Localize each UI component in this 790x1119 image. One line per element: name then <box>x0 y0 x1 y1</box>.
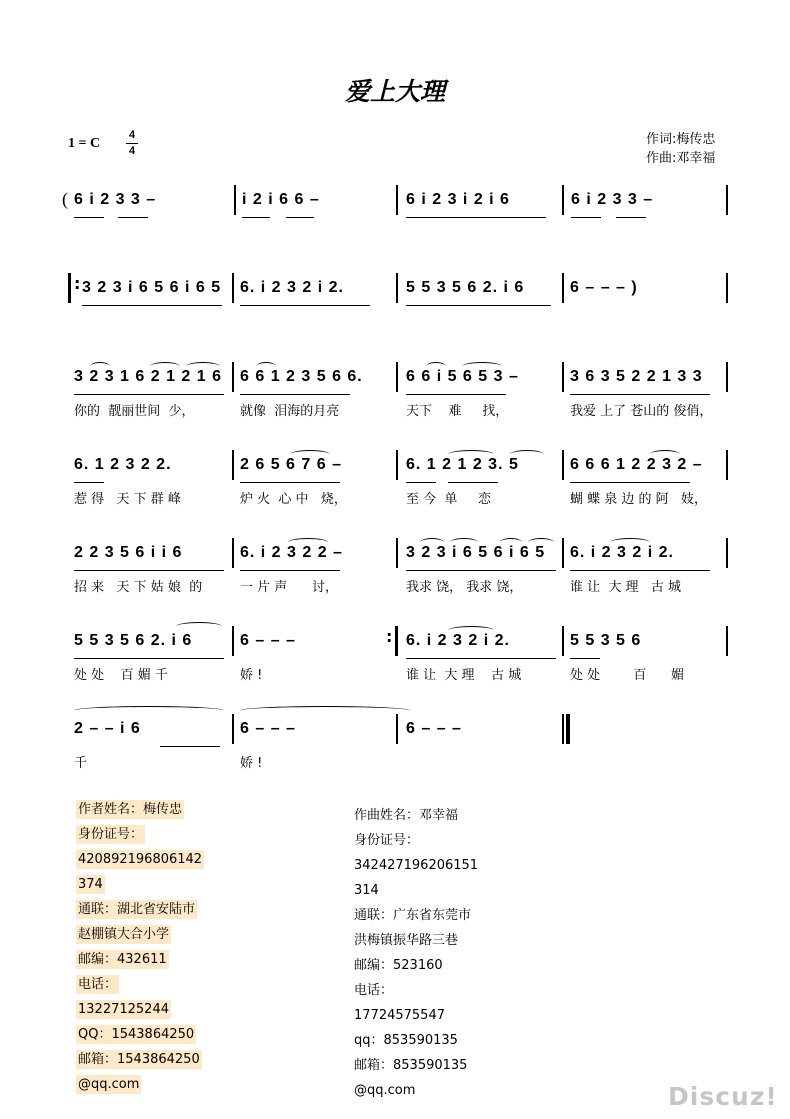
song-title: 爱上大理 <box>344 77 445 106</box>
measure: 6 i 2 3 3 – <box>571 191 654 208</box>
author-line: 374 <box>78 877 103 892</box>
author-line: 13227125244 <box>78 1002 169 1017</box>
time-signature-top: 4 <box>128 129 136 141</box>
score-row-3 <box>0 362 790 422</box>
score-row-6: 5 5 3 5 6 2. i 6 6 – – – : 6. i 2 3 2 i 2. 5 5 3 5 6 处 处 百 媚 千 娇 ! 谁 让 大 理 古 城 处 处 百 媚 <box>0 626 790 686</box>
lyric-line: 处 处 百 媚 <box>570 668 684 683</box>
author-line: @qq.com <box>78 1077 140 1092</box>
lyric-line: 炉 火 心 中 烧， <box>240 492 347 507</box>
author-line: QQ：1543864250 <box>78 1027 195 1042</box>
composer-line: 342427196206151 <box>354 858 479 873</box>
author-line: 身份证号： <box>78 827 144 842</box>
measure: 6. 1 2 1 2 3. 5 <box>406 456 519 473</box>
measure: 6 – – – <box>406 720 462 737</box>
composer-line: 作曲姓名：邓幸福 <box>354 808 459 823</box>
measure: 6 – – – ) <box>570 279 638 296</box>
composer-credit: 作曲:邓幸福 <box>646 151 716 166</box>
measure: 3 6 3 5 2 2 1 3 3 <box>570 368 703 385</box>
measure: 2 2 3 5 6 i i 6 <box>74 544 183 561</box>
author-line: 邮箱：1543864250 <box>78 1052 200 1067</box>
composer-info <box>354 803 478 1103</box>
lyric-line: 你的 靓丽世间 少， <box>74 404 195 419</box>
measure: 6 – – – <box>240 632 296 649</box>
score-row-4 <box>0 450 790 510</box>
lyricist-credit: 作词:梅传忠 <box>646 132 716 147</box>
author-line: 电话： <box>78 977 118 992</box>
lyric-line: 一 片 声 讨， <box>240 580 339 595</box>
author-line: 赵棚镇大合小学 <box>78 927 170 942</box>
score-row-1: ( 6 i 2 3 3 – i 2 i 6 6 – 6 i 2 3 i 2 i 6 6 i 2 3 3 – <box>0 185 790 245</box>
composer-line: 通联：广东省东莞市 <box>354 908 472 923</box>
measure: 5 5 3 5 6 2. i 6 <box>406 279 525 296</box>
measure: 6 6 1 2 3 5 6 6. <box>240 368 363 385</box>
measure: 6. i 2 3 2 i 2. <box>570 544 674 561</box>
time-signature-bottom: 4 <box>128 145 136 157</box>
score-row-5 <box>0 538 790 598</box>
measure: 2 – – i 6 <box>74 720 141 737</box>
lyric-line: 就像 泪海的月亮 <box>240 404 340 419</box>
lyric-line: 谁 让 大 理 古 城 <box>406 668 522 683</box>
lyric-line: 我求 饶， 我求 饶， <box>406 580 523 595</box>
lyric-line: 千 <box>74 756 88 771</box>
measure: 3 2 3 i 6 5 6 i 6 5 <box>406 544 546 561</box>
author-line: 作者姓名：梅传忠 <box>78 802 183 817</box>
composer-line: 电话： <box>354 983 394 998</box>
measure: 6 i 2 3 3 – <box>74 191 157 208</box>
composer-line: 314 <box>354 883 379 898</box>
lyric-line: 招 来 天 下 姑 娘 的 <box>74 580 203 595</box>
score-row-2: : 3 2 3 i 6 5 6 i 6 5 6. i 2 3 2 i 2. 5 5 3 5 6 2. i 6 6 – – – ) <box>0 273 790 333</box>
measure: 6. i 2 3 2 2 – <box>240 544 343 561</box>
lyric-line: 至 今 单 恋 <box>406 492 492 507</box>
watermark-logo: Discuz! <box>668 1082 778 1111</box>
composer-line: 身份证号： <box>354 833 420 848</box>
measure: 6. i 2 3 2 i 2. <box>240 279 344 296</box>
key-signature: 1 = C <box>68 136 101 151</box>
measure: 6 i 2 3 i 2 i 6 <box>406 191 510 208</box>
lyric-line: 娇 ! <box>240 668 263 683</box>
measure: 3 2 3 i 6 5 6 i 6 5 <box>82 279 222 296</box>
author-info <box>76 797 204 1097</box>
lyric-line: 娇 ! <box>240 756 263 771</box>
composer-line: @qq.com <box>354 1083 416 1098</box>
composer-line: 洪梅镇振华路三巷 <box>354 933 459 948</box>
composer-line: qq：853590135 <box>354 1033 458 1048</box>
author-line: 通联：湖北省安陆市 <box>78 902 196 917</box>
lyric-line: 天下 难 找， <box>406 404 509 419</box>
time-signature <box>126 129 138 158</box>
lyric-line: 谁 让 大 理 古 城 <box>570 580 682 595</box>
measure: 2 6 5 6 7 6 – <box>240 456 342 473</box>
author-line: 420892196806142 <box>78 852 203 867</box>
measure: 5 5 3 5 6 <box>570 632 642 649</box>
measure: 3 2 3 1 6 2 1 2 1 6 <box>74 368 222 385</box>
measure: 6. 1 2 3 2 2. <box>74 456 172 473</box>
lyric-line: 蝴 蝶 泉 边 的 阿 妓， <box>570 492 708 507</box>
lyric-line: 处 处 百 媚 千 <box>74 668 168 683</box>
lyric-line: 我爱 上了 苍山的 俊俏， <box>570 404 713 419</box>
measure: 6. i 2 3 2 i 2. <box>406 632 510 649</box>
composer-line: 17724575547 <box>354 1008 445 1023</box>
score-row-7 <box>0 714 790 774</box>
measure: i 2 i 6 6 – <box>242 191 320 208</box>
measure: 5 5 3 5 6 2. i 6 <box>74 632 193 649</box>
author-line: 邮编：432611 <box>78 952 167 967</box>
measure: 6 6 i 5 6 5 3 – <box>406 368 519 385</box>
lyric-line: 惹 得 天 下 群 峰 <box>74 492 181 507</box>
composer-line: 邮箱：853590135 <box>354 1058 468 1073</box>
measure: 6 6 6 1 2 2 3 2 – <box>570 456 703 473</box>
composer-line: 邮编：523160 <box>354 958 443 973</box>
measure: 6 – – – <box>240 720 296 737</box>
